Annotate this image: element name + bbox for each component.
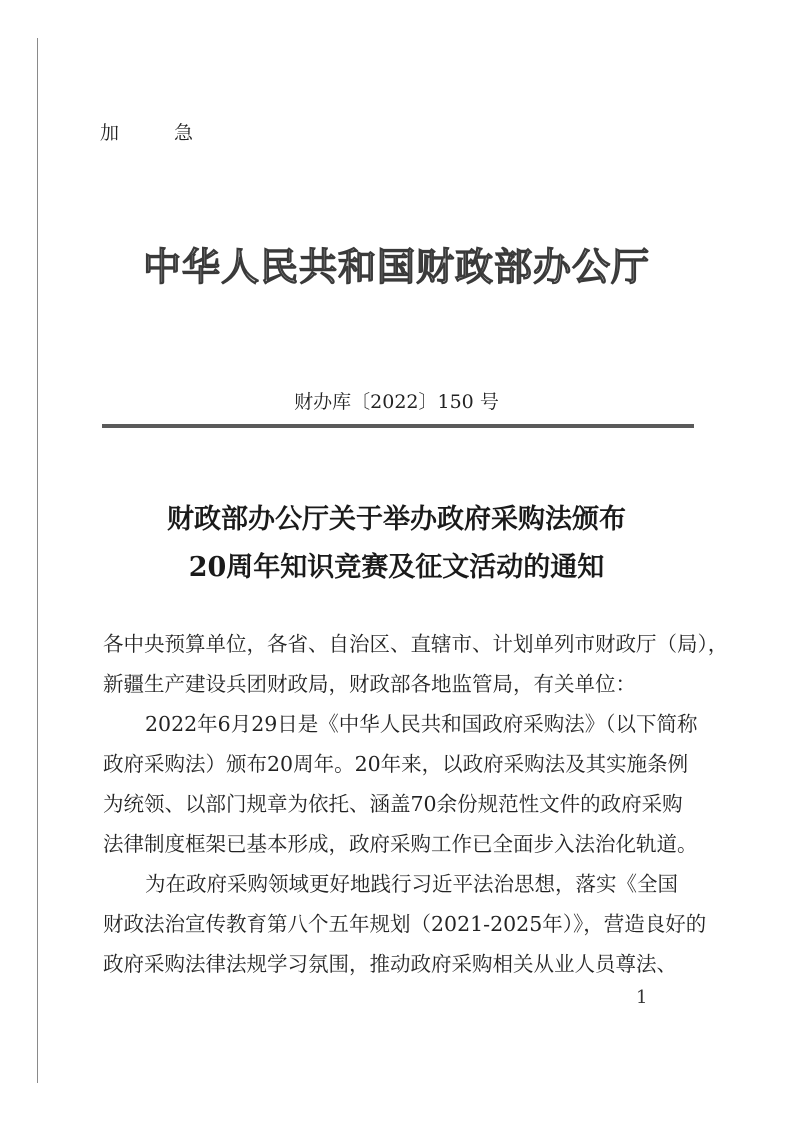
title-line-2: 20周年知识竞赛及征文活动的通知 bbox=[188, 552, 605, 583]
addressee-line: 各中央预算单位，各省、自治区、直辖市、计划单列市财政厅（局）， bbox=[103, 632, 729, 656]
header-divider bbox=[102, 424, 694, 428]
addressee-line: 新疆生产建设兵团财政局，财政部各地监管局，有关单位： bbox=[103, 672, 636, 696]
paragraph-1-line: 法律制度框架已基本形成，政府采购工作已全面步入法治化轨道。 bbox=[103, 832, 698, 856]
paragraph-1-line: 为统领、以部门规章为依托、涵盖70余份规范性文件的政府采购 bbox=[103, 792, 683, 816]
paragraph-1-line: 政府采购法）颁布20周年。20年来，以政府采购法及其实施条例 bbox=[103, 752, 689, 776]
paragraph-2-line: 政府采购法律法规学习氛围，推动政府采购相关从业人员尊法、 bbox=[103, 952, 677, 976]
page-number: 1 bbox=[636, 987, 648, 1008]
document-number: 财办库〔2022〕150 号 bbox=[294, 391, 499, 413]
issuing-authority-header: 中华人民共和国财政部办公厅 bbox=[142, 244, 650, 289]
document-title bbox=[0, 496, 793, 592]
title-line-1: 财政部办公厅关于举办政府采购法颁布 bbox=[167, 504, 626, 535]
paragraph-2-line: 为在政府采购领域更好地践行习近平法治思想，落实《全国 bbox=[145, 872, 678, 896]
urgency-label: 加 急 bbox=[100, 122, 212, 144]
paragraph-1-line: 2022年6月29日是《中华人民共和国政府采购法》（以下简称 bbox=[145, 712, 698, 736]
paragraph-2-line: 财政法治宣传教育第八个五年规划（2021-2025年）》，营造良好的 bbox=[103, 912, 707, 936]
document-body bbox=[103, 624, 729, 984]
